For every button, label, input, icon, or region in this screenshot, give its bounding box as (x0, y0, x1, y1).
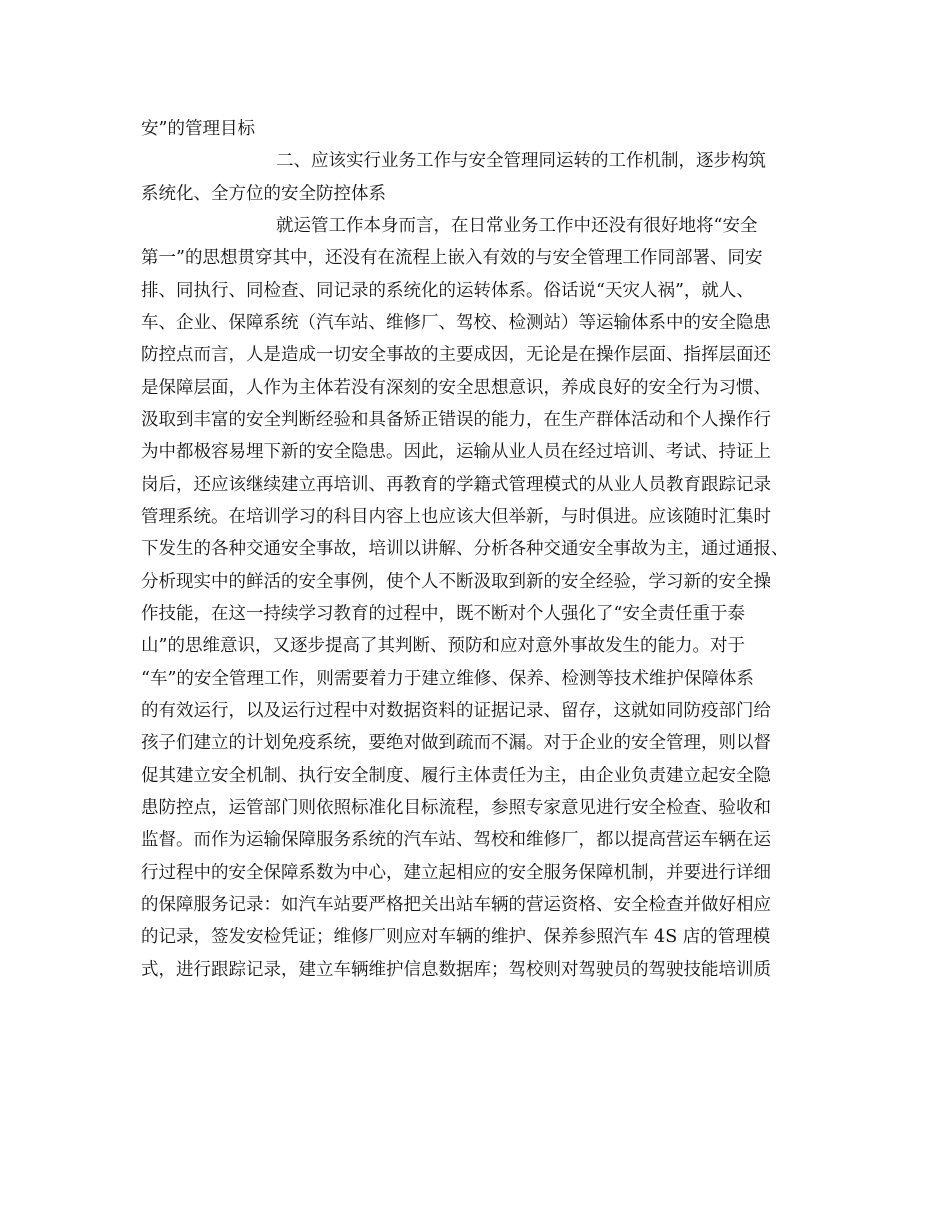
text-line: 汲取到丰富的安全判断经验和具备矫正错误的能力，在生产群体活动和个人操作行 (141, 409, 771, 430)
text-line: 患防控点，运管部门则依照标准化目标流程，参照专家意见进行安全检查、验收和 (141, 797, 771, 818)
text-line: 是保障层面，人作为主体若没有深刻的安全思想意识，养成良好的安全行为习惯、 (141, 377, 771, 398)
text-line: 的有效运行，以及运行过程中对数据资料的证据记录、留存，这就如同防疫部门给 (141, 700, 771, 721)
text-line: 为中都极容易埋下新的安全隐患。因此，运输从业人员在经过培训、考试、持证上 (141, 442, 771, 463)
text-line: “车”的安全管理工作，则需要着力于建立维修、保养、检测等技术维护保障体系 (141, 668, 754, 689)
text-line: 山”的思维意识，又逐步提高了其判断、预防和应对意外事故发生的能力。对于 (141, 636, 745, 657)
text-line: 孩子们建立的计划免疫系统，要绝对做到疏而不漏。对于企业的安全管理，则以督 (141, 733, 771, 754)
text-line: 系统化、全方位的安全防控体系 (141, 183, 386, 204)
text-line: 安”的管理目标 (141, 119, 255, 139)
text-line: 促其建立安全机制、执行安全制度、履行主体责任为主，由企业负责建立起安全隐 (141, 765, 771, 786)
text-line: 的保障服务记录：如汽车站要严格把关出站车辆的营运资格、安全检查并做好相应 (141, 894, 771, 915)
text-line: 车、企业、保障系统（汽车站、维修厂、驾校、检测站）等运输体系中的安全隐患 (141, 312, 771, 333)
text-line: 监督。而作为运输保障服务系统的汽车站、驾校和维修厂，都以提高营运车辆在运 (141, 830, 771, 851)
document-page (141, 113, 825, 986)
text-line: 的记录，签发安检凭证；维修厂则应对车辆的维护、保养参照汽车 4S 店的管理模 (141, 927, 771, 948)
text-line: 岗后，还应该继续建立再培训、再教育的学籍式管理模式的从业人员教育跟踪记录 (141, 474, 771, 495)
text-line: 行过程中的安全保障系数为中心，建立起相应的安全服务保障机制，并要进行详细 (141, 862, 771, 883)
text-line: 作技能，在这一持续学习教育的过程中，既不断对个人强化了“安全责任重于泰 (141, 603, 745, 624)
text-line: 第一”的思想贯穿其中，还没有在流程上嵌入有效的与安全管理工作同部署、同安 (141, 248, 763, 269)
text-line: 管理系统。在培训学习的科目内容上也应该大但举新，与时俱进。应该随时汇集时 (141, 506, 771, 527)
text-line: 二、应该实行业务工作与安全管理同运转的工作机制，逐步构筑 (276, 151, 766, 172)
text-line: 下发生的各种交通安全事故，培训以讲解、分析各种交通安全事故为主，通过通报、 (141, 539, 789, 560)
text-line: 防控点而言，人是造成一切安全事故的主要成因，无论是在操作层面、指挥层面还 (141, 345, 771, 366)
text-line: 式，进行跟踪记录，建立车辆维护信息数据库；驾校则对驾驶员的驾驶技能培训质 (141, 959, 771, 980)
text-line: 分析现实中的鲜活的安全事例，使个人不断汲取到新的安全经验，学习新的安全操 (141, 571, 771, 592)
text-line: 排、同执行、同检查、同记录的系统化的运转体系。俗话说“天灾人祸”，就人、 (141, 280, 754, 301)
text-line: 就运管工作本身而言，在日常业务工作中还没有很好地将“安全 (276, 215, 758, 236)
